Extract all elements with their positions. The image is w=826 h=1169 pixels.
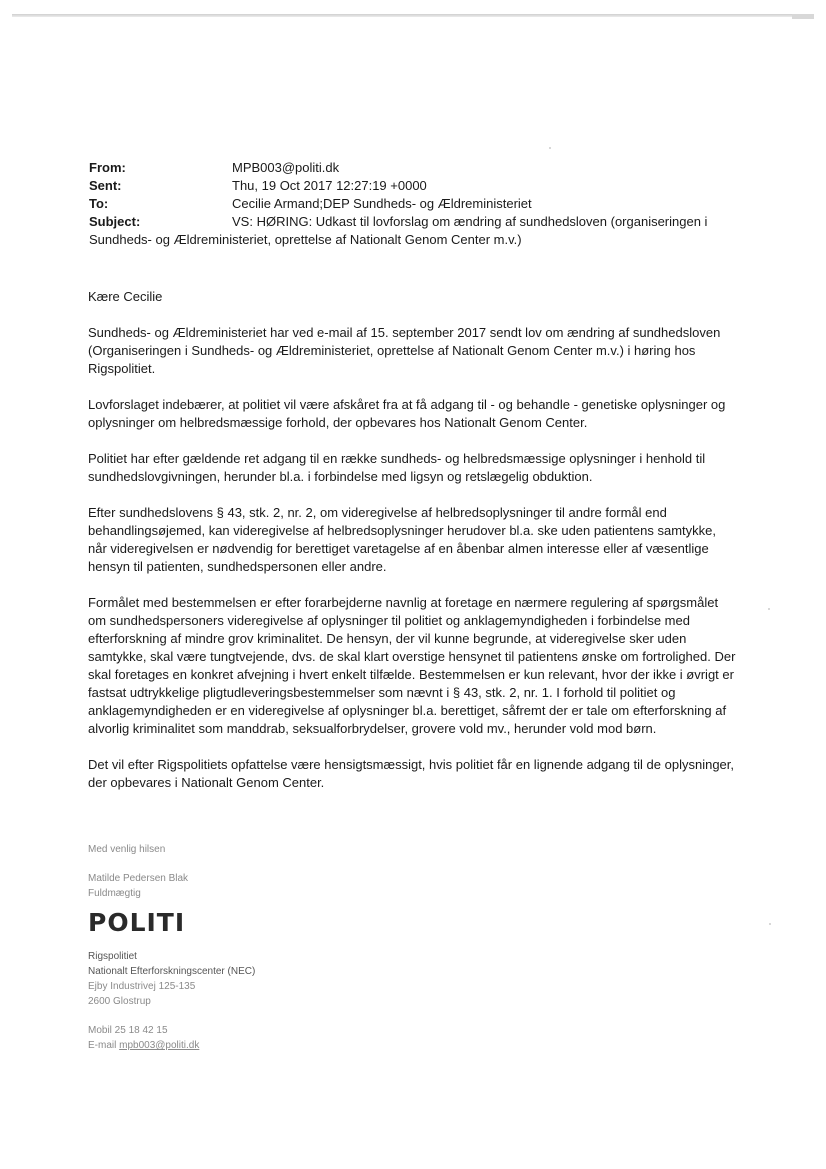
- scan-speck: [768, 608, 770, 610]
- city-address: 2600 Glostrup: [88, 996, 151, 1007]
- subject-label: Subject:: [89, 214, 141, 229]
- from-value: MPB003@politi.dk: [232, 160, 340, 175]
- to-label: To:: [89, 196, 109, 211]
- sent-label: Sent:: [89, 178, 122, 193]
- email-label: E-mail: [88, 1040, 117, 1051]
- header-subject-row: [89, 213, 729, 231]
- address: [88, 949, 388, 1009]
- signature-block: [88, 842, 388, 1053]
- scan-edge-mark: [792, 14, 814, 19]
- email-link[interactable]: mpb003@politi.dk: [119, 1040, 200, 1051]
- closing: Med venlig hilsen: [88, 844, 166, 855]
- body-paragraph: Efter sundhedslovens § 43, stk. 2, nr. 2, om videregivelse af helbredsoplysninger til andre formål end behandlingsøjemed, kan videregivelse af helbredsoplysninger herudover bl.a. ske uden patientens samtykke, når videregivelsen er nødvendig for berettiget varetagelse af en åbenbar almen interesse eller af væsentlige hensyn til patienten, sundhedspersonen eller andre.: [88, 505, 716, 574]
- header-to-row: [89, 195, 729, 213]
- scan-speck: [549, 147, 551, 149]
- body-paragraph: Lovforslaget indebærer, at politiet vil være afskåret fra at få adgang til - og behandle - genetiske oplysninger og oplysninger om helbredsmæssige forhold, der opbevares hos Nationalt Genom Center.: [88, 397, 726, 430]
- dept-name: Nationalt Efterforskningscenter (NEC): [88, 966, 256, 977]
- subject-continuation: Sundheds- og Ældreministeriet, oprettelse af Nationalt Genom Center m.v.): [89, 232, 522, 247]
- subject-value: VS: HØRING: Udkast til lovforslag om ændring af sundhedsloven (organiseringen i: [232, 214, 708, 229]
- mobile-number: Mobil 25 18 42 15: [88, 1025, 168, 1036]
- street-address: Ejby Industrivej 125-135: [88, 981, 196, 992]
- body-paragraph: Sundheds- og Ældreministeriet har ved e-mail af 15. september 2017 sendt lov om ændring af sundhedsloven (Organiseringen i Sundheds- og Ældreministeriet, oprettelse af Nationalt Genom Center m.v.) i høring hos Rigspolitiet.: [88, 325, 721, 376]
- sender-title: Fuldmægtig: [88, 888, 141, 899]
- body-paragraph: Det vil efter Rigspolitiets opfattelse være hensigtsmæssigt, hvis politiet får en lignende adgang til de oplysninger, der opbevares i Nationalt Genom Center.: [88, 757, 735, 790]
- sender-name: Matilde Pedersen Blak: [88, 873, 189, 884]
- from-label: From:: [89, 160, 126, 175]
- sent-value: Thu, 19 Oct 2017 12:27:19 +0000: [232, 178, 427, 193]
- email-header: [89, 159, 729, 249]
- politi-logo: POLITI: [88, 908, 186, 937]
- email-body: [88, 288, 738, 810]
- scan-speck: [769, 923, 771, 925]
- scan-edge: [12, 14, 814, 17]
- body-paragraph: Formålet med bestemmelsen er efter forarbejderne navnlig at foretage en nærmere regulering af spørgsmålet om sundhedspersoners videregivelse af oplysninger til politiet og anklagemyndigheden i forbindelse med efterforskning af mindre grov kriminalitet. De hensyn, der vil kunne begrunde, at videregivelse sker uden samtykke, skal være tungtvejende, dvs. de skal klart overstige hensynet til patientens ønske om fortrolighed. Der skal foretages en konkret afvejning i hvert enkelt tilfælde. Bestemmelsen er kun relevant, hvor der ikke i øvrigt er fastsat udtrykkelige pligtudleveringsbestemmelser som nævnt i § 43, stk. 2, nr. 1. I forhold til politiet og anklagemyndigheden er en videregivelse af oplysninger bl.a. berettiget, såfremt der er tale om efterforskning af alvorlig kriminalitet som manddrab, seksualforbrydelser, grovere vold mv., herunder vold mod børn.: [88, 595, 736, 736]
- to-value: Cecilie Armand;DEP Sundheds- og Ældreministeriet: [232, 196, 532, 211]
- body-paragraph: Politiet har efter gældende ret adgang til en række sundheds- og helbredsmæssige oplysninger i henhold til sundhedslovgivningen, herunder bl.a. i forbindelse med ligsyn og retslægelig obduktion.: [88, 451, 706, 484]
- header-from-row: [89, 159, 729, 177]
- org-name: Rigspolitiet: [88, 951, 137, 962]
- greeting: Kære Cecilie: [88, 289, 163, 304]
- email-line: [88, 1038, 388, 1053]
- header-sent-row: [89, 177, 729, 195]
